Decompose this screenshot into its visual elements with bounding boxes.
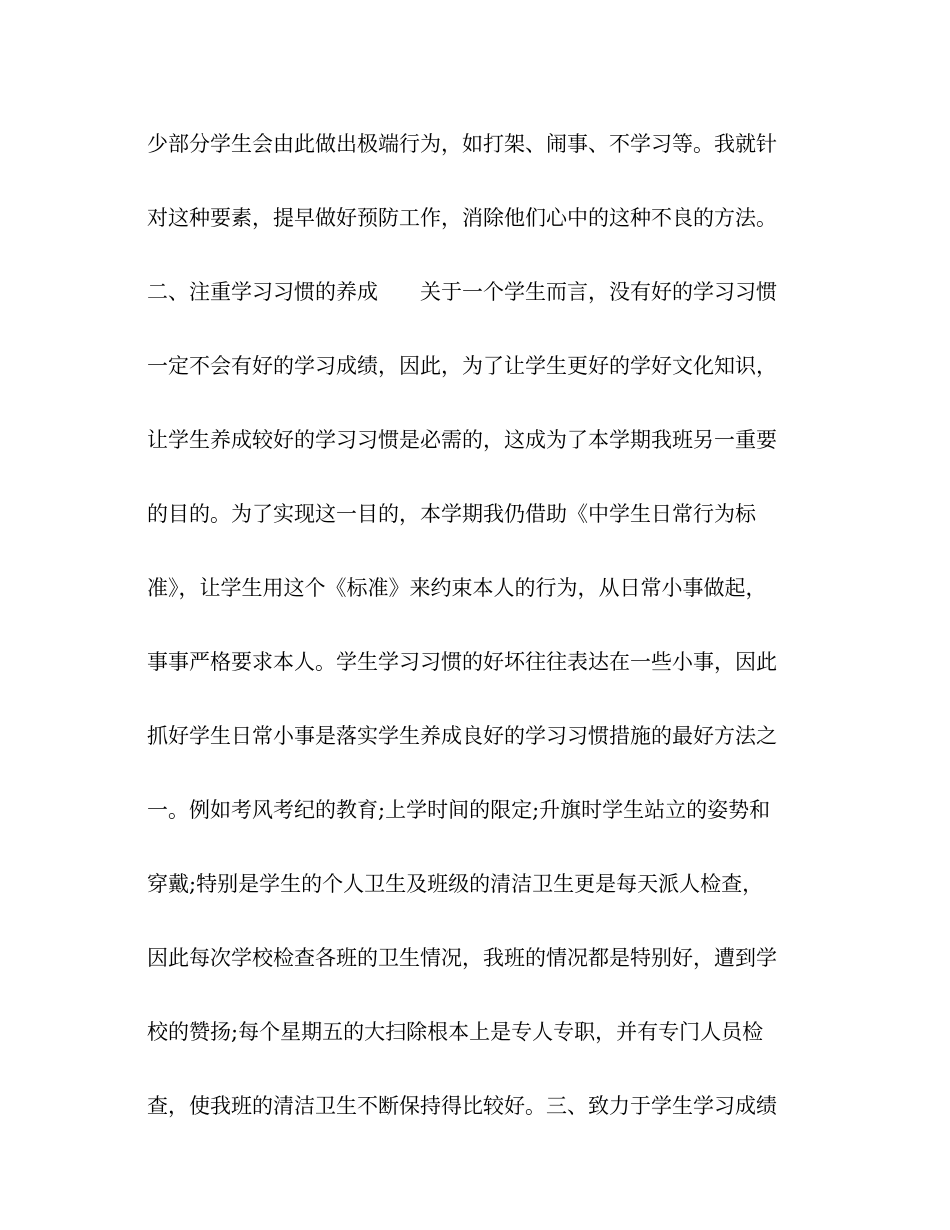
text-line: 抓好学生日常小事是落实学生养成良好的学习习惯措施的最好方法之	[147, 724, 777, 748]
text-line: 的目的。为了实现这一目的，本学期我仍借助《中学生日常行为标	[147, 502, 756, 526]
text-line: 查，使我班的清洁卫生不断保持得比较好。三、致力于学生学习成绩	[147, 1094, 777, 1118]
text-line: 准》，让学生用这个《标准》来约束本人的行为，从日常小事做起，	[147, 576, 767, 600]
text-line: 穿戴;特别是学生的个人卫生及班级的清洁卫生更是每天派人检查，	[147, 872, 764, 896]
text-line: 对这种要素，提早做好预防工作，消除他们心中的这种不良的方法。	[147, 206, 777, 230]
text-line: 一。例如考风考纪的教育;上学时间的限定;升旗时学生站立的姿势和	[147, 798, 771, 822]
text-line: 因此每次学校检查各班的卫生情况，我班的情况都是特别好，遭到学	[147, 946, 777, 970]
text-line: 让学生养成较好的学习习惯是必需的，这成为了本学期我班另一重要	[147, 428, 777, 452]
text-line: 少部分学生会由此做出极端行为，如打架、闹事、不学习等。我就针	[147, 132, 777, 156]
text-line: 一定不会有好的学习成绩，因此，为了让学生更好的学好文化知识，	[147, 354, 777, 378]
text-line: 二、注重学习习惯的养成 关于一个学生而言，没有好的学习习惯	[147, 280, 777, 304]
text-line: 校的赞扬;每个星期五的大扫除根本上是专人专职，并有专门人员检	[147, 1020, 764, 1044]
text-line: 事事严格要求本人。学生学习习惯的好坏往往表达在一些小事，因此	[147, 650, 777, 674]
